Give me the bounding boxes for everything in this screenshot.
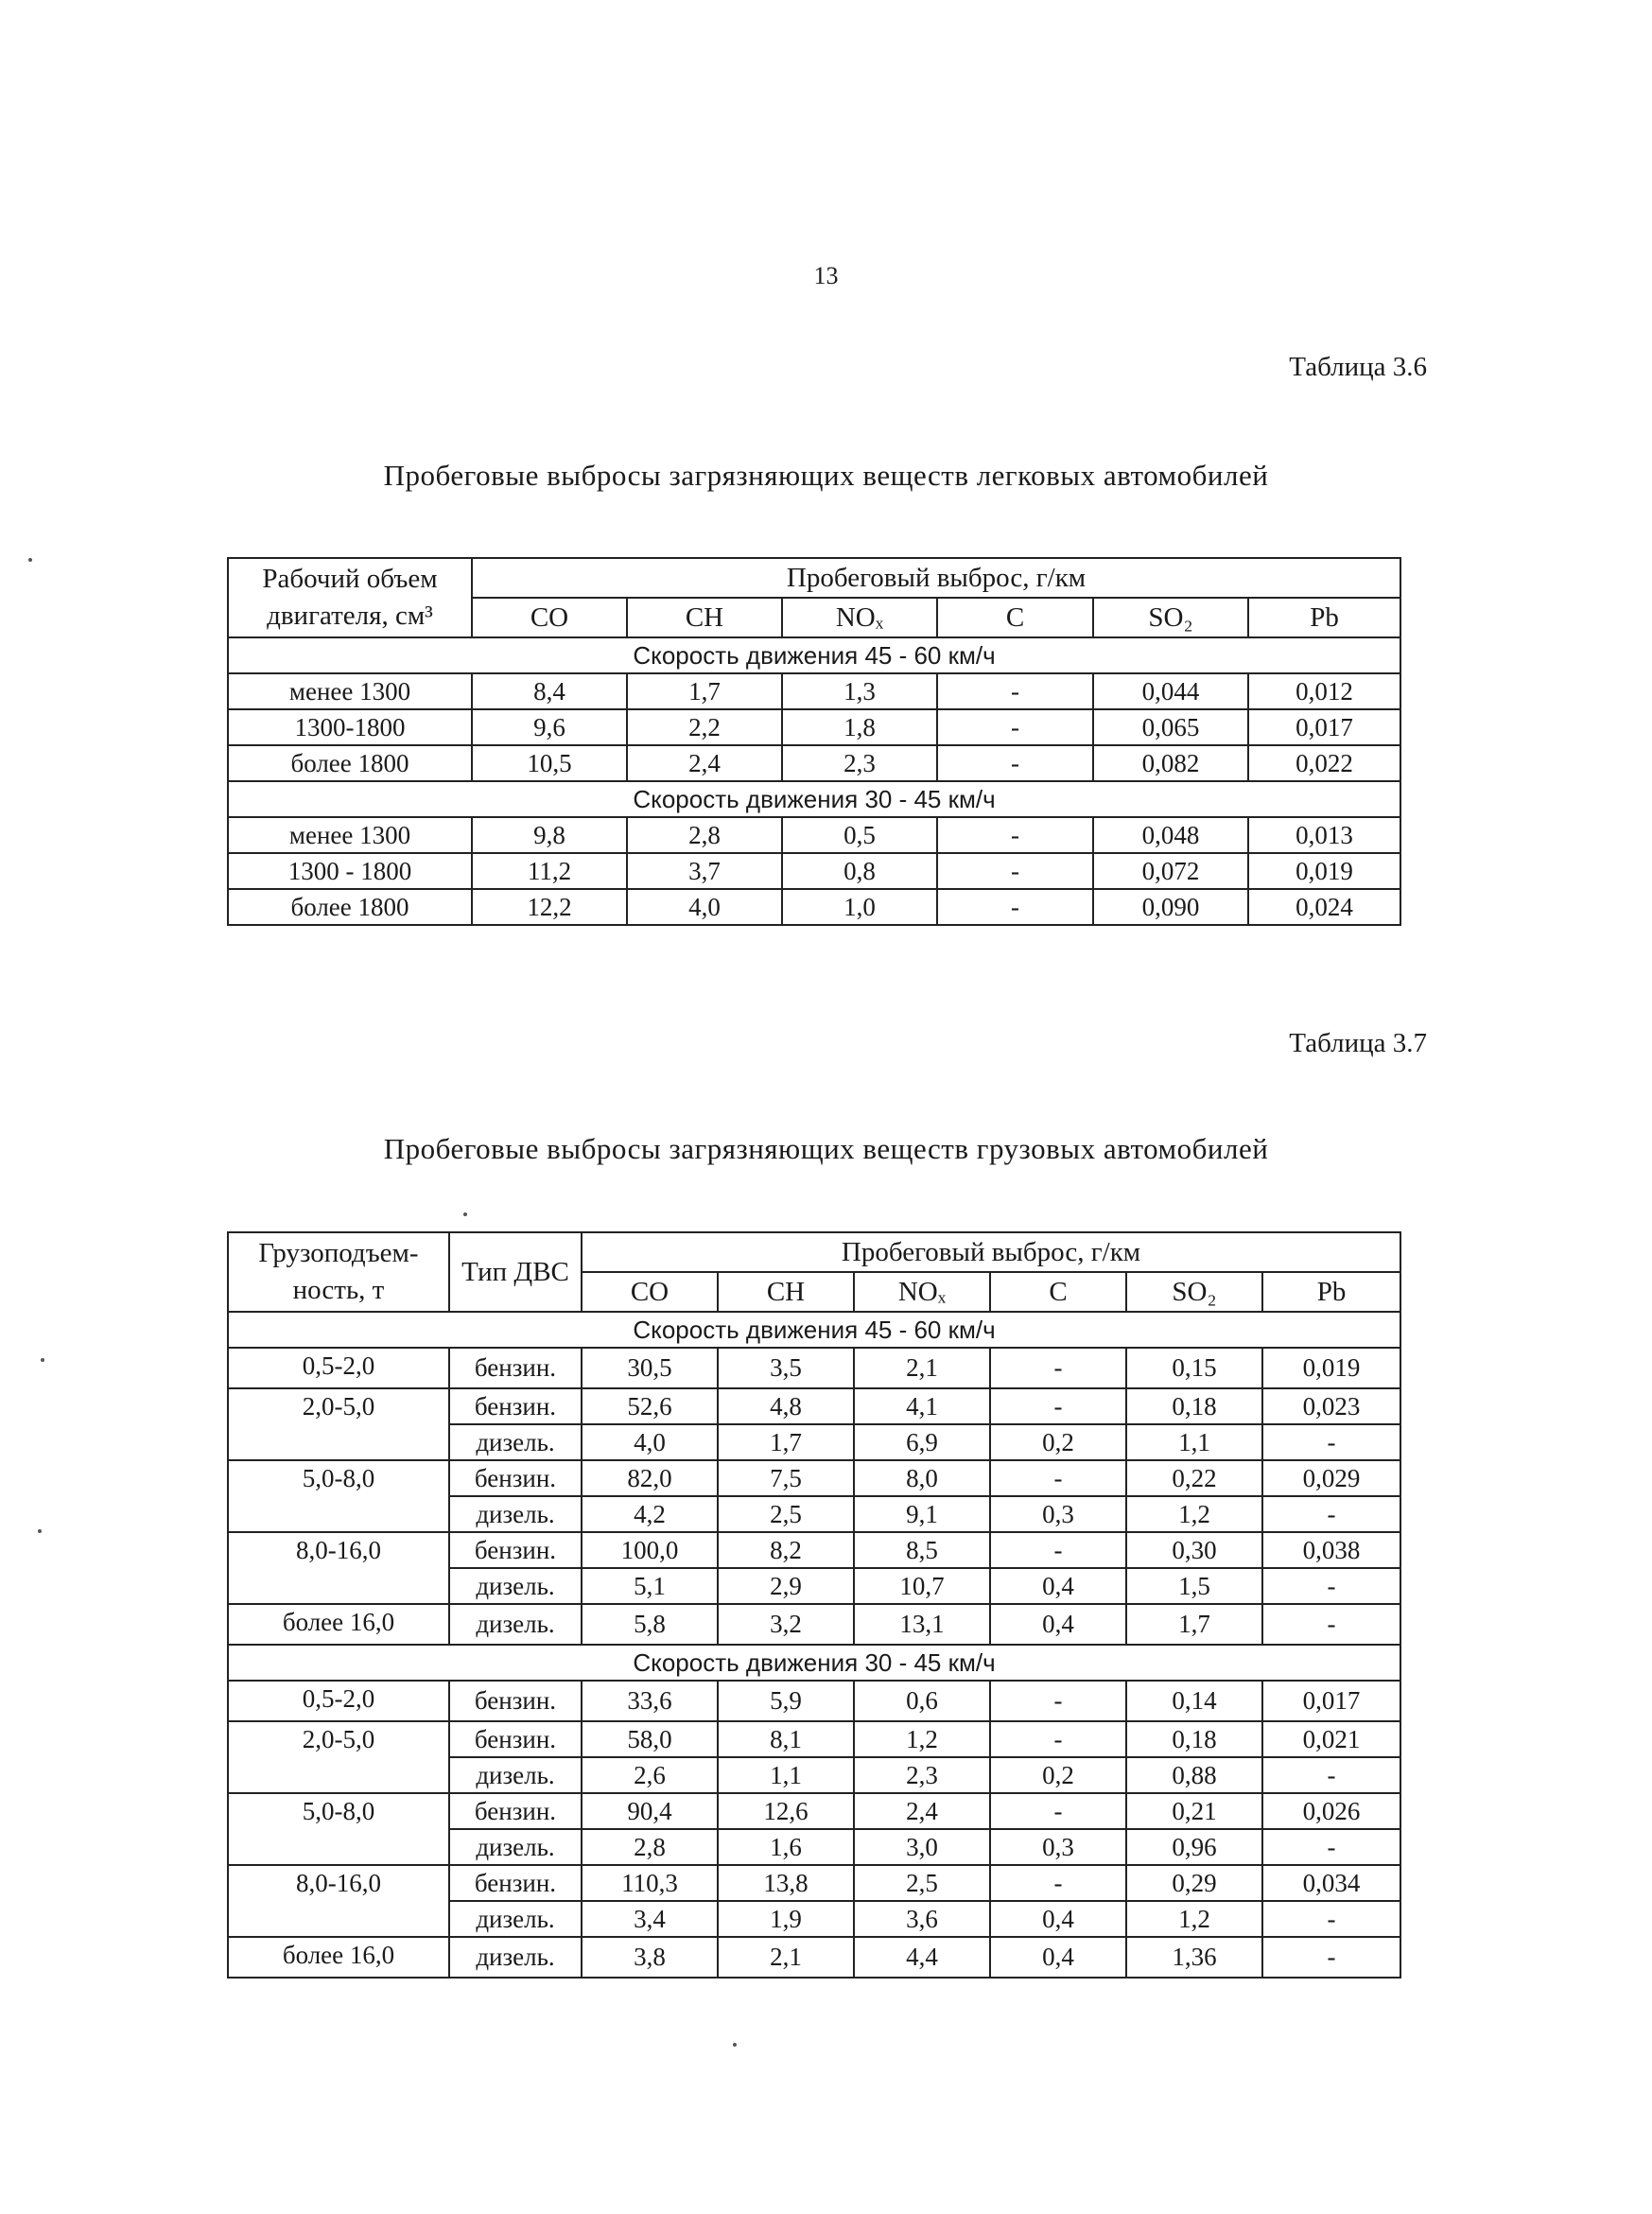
value-cell: 0,022: [1248, 745, 1400, 781]
value-cell: 4,2: [582, 1496, 718, 1532]
capacity-cell: 8,0-16,0: [228, 1532, 449, 1604]
row-header-cell: Грузоподъем-ность, т: [228, 1232, 449, 1312]
scan-speck: [28, 558, 32, 562]
value-cell: 0,18: [1126, 1721, 1262, 1757]
value-cell: 1,2: [854, 1721, 990, 1757]
value-cell: 2,1: [854, 1348, 990, 1388]
value-cell: 1,7: [627, 673, 782, 709]
value-cell: 90,4: [582, 1793, 718, 1829]
value-cell: 1,2: [1126, 1901, 1262, 1937]
capacity-cell: 2,0-5,0: [228, 1721, 449, 1793]
value-cell: 0,4: [990, 1937, 1126, 1978]
value-cell: 2,8: [582, 1829, 718, 1865]
value-cell: 52,6: [582, 1388, 718, 1424]
table-row: [228, 1348, 1400, 1388]
value-cell: 10,5: [472, 745, 627, 781]
value-cell: 8,5: [854, 1532, 990, 1568]
engine-type-cell: бензин.: [449, 1388, 582, 1424]
section-row: [228, 1645, 1400, 1681]
value-cell: 0,065: [1093, 709, 1248, 745]
section-row: [228, 1312, 1400, 1348]
page-number: 13: [813, 262, 839, 289]
value-cell: -: [937, 673, 1093, 709]
value-cell: 0,072: [1093, 853, 1248, 889]
value-cell: 0,88: [1126, 1757, 1262, 1793]
section-row: [228, 637, 1400, 673]
value-cell: 0,3: [990, 1829, 1126, 1865]
value-cell: 2,8: [627, 817, 782, 853]
value-cell: 1,1: [1126, 1424, 1262, 1460]
section-title-cell: Скорость движения 30 - 45 км/ч: [228, 781, 1400, 817]
engine-type-cell: бензин.: [449, 1793, 582, 1829]
capacity-cell: 8,0-16,0: [228, 1865, 449, 1937]
group-header-cell: Пробеговый выброс, г/км: [582, 1232, 1400, 1272]
value-cell: -: [990, 1460, 1126, 1496]
value-cell: 8,4: [472, 673, 627, 709]
value-cell: 1,0: [782, 889, 937, 925]
value-cell: 13,8: [718, 1865, 854, 1901]
pollutant-header-cell: NOₓ: [782, 598, 937, 637]
value-cell: 6,9: [854, 1424, 990, 1460]
table-row: [228, 673, 1400, 709]
value-cell: 0,024: [1248, 889, 1400, 925]
value-cell: -: [990, 1681, 1126, 1721]
value-cell: 30,5: [582, 1348, 718, 1388]
value-cell: 3,7: [627, 853, 782, 889]
engine-volume-cell: более 1800: [228, 889, 472, 925]
value-cell: 5,1: [582, 1568, 718, 1604]
value-cell: 0,4: [990, 1604, 1126, 1645]
value-cell: 8,2: [718, 1532, 854, 1568]
header-row: [228, 558, 1400, 598]
scan-speck: [733, 2043, 737, 2047]
pollutant-header-cell: CO: [582, 1272, 718, 1312]
value-cell: 0,012: [1248, 673, 1400, 709]
value-cell: 0,2: [990, 1757, 1126, 1793]
value-cell: 3,6: [854, 1901, 990, 1937]
capacity-cell: более 16,0: [228, 1604, 449, 1645]
value-cell: 3,2: [718, 1604, 854, 1645]
value-cell: 3,0: [854, 1829, 990, 1865]
value-cell: 0,029: [1262, 1460, 1400, 1496]
value-cell: 1,8: [782, 709, 937, 745]
table-row: [228, 1681, 1400, 1721]
engine-volume-cell: менее 1300: [228, 817, 472, 853]
value-cell: 0,22: [1126, 1460, 1262, 1496]
table-row: [228, 1388, 1400, 1424]
value-cell: 1,2: [1126, 1496, 1262, 1532]
pollutant-header-cell: CO: [472, 598, 627, 637]
section-title-cell: Скорость движения 30 - 45 км/ч: [228, 1645, 1400, 1681]
value-cell: 5,9: [718, 1681, 854, 1721]
value-cell: -: [1262, 1757, 1400, 1793]
value-cell: 1,9: [718, 1901, 854, 1937]
value-cell: 2,1: [718, 1937, 854, 1978]
value-cell: 9,1: [854, 1496, 990, 1532]
table-row: [228, 1532, 1400, 1568]
value-cell: 0,019: [1262, 1348, 1400, 1388]
value-cell: 4,4: [854, 1937, 990, 1978]
value-cell: 4,1: [854, 1388, 990, 1424]
value-cell: -: [937, 889, 1093, 925]
value-cell: -: [1262, 1568, 1400, 1604]
pollutant-header-cell: SO₂: [1126, 1272, 1262, 1312]
engine-type-cell: дизель.: [449, 1937, 582, 1978]
scan-speck: [463, 1212, 467, 1216]
value-cell: 100,0: [582, 1532, 718, 1568]
pollutant-header-cell: C: [937, 598, 1093, 637]
engine-volume-cell: менее 1300: [228, 673, 472, 709]
value-cell: 1,7: [718, 1424, 854, 1460]
value-cell: -: [990, 1865, 1126, 1901]
truck-emissions-table: [227, 1231, 1401, 1979]
section-title-cell: Скорость движения 45 - 60 км/ч: [228, 1312, 1400, 1348]
engine-type-cell: дизель.: [449, 1901, 582, 1937]
scan-speck: [38, 1529, 42, 1533]
value-cell: 0,019: [1248, 853, 1400, 889]
value-cell: 0,044: [1093, 673, 1248, 709]
pollutant-header-cell: SO₂: [1093, 598, 1248, 637]
value-cell: 12,2: [472, 889, 627, 925]
engine-volume-cell: 1300-1800: [228, 709, 472, 745]
value-cell: 2,6: [582, 1757, 718, 1793]
engine-type-cell: дизель.: [449, 1757, 582, 1793]
value-cell: -: [990, 1388, 1126, 1424]
value-cell: 8,0: [854, 1460, 990, 1496]
value-cell: 0,048: [1093, 817, 1248, 853]
pollutant-header-cell: Pb: [1248, 598, 1400, 637]
group-header-cell: Пробеговый выброс, г/км: [472, 558, 1400, 598]
value-cell: 0,21: [1126, 1793, 1262, 1829]
capacity-cell: 0,5-2,0: [228, 1681, 449, 1721]
table-title: Пробеговые выбросы загрязняющих веществ легковых автомобилей: [383, 459, 1269, 492]
value-cell: 7,5: [718, 1460, 854, 1496]
engine-volume-cell: 1300 - 1800: [228, 853, 472, 889]
value-cell: 0,8: [782, 853, 937, 889]
engine-type-cell: дизель.: [449, 1829, 582, 1865]
value-cell: 1,6: [718, 1829, 854, 1865]
value-cell: 82,0: [582, 1460, 718, 1496]
value-cell: 3,4: [582, 1901, 718, 1937]
value-cell: 3,8: [582, 1937, 718, 1978]
value-cell: 2,4: [854, 1793, 990, 1829]
value-cell: -: [937, 853, 1093, 889]
table-row: [228, 853, 1400, 889]
section-row: [228, 781, 1400, 817]
value-cell: 0,4: [990, 1568, 1126, 1604]
value-cell: -: [1262, 1496, 1400, 1532]
value-cell: 0,6: [854, 1681, 990, 1721]
engine-type-cell: бензин.: [449, 1532, 582, 1568]
table-row: [228, 1793, 1400, 1829]
value-cell: 0,017: [1262, 1681, 1400, 1721]
pollutant-header-cell: C: [990, 1272, 1126, 1312]
value-cell: 0,038: [1262, 1532, 1400, 1568]
capacity-cell: 0,5-2,0: [228, 1348, 449, 1388]
table-row: [228, 1721, 1400, 1757]
value-cell: 0,023: [1262, 1388, 1400, 1424]
value-cell: 0,017: [1248, 709, 1400, 745]
value-cell: 0,14: [1126, 1681, 1262, 1721]
value-cell: 1,1: [718, 1757, 854, 1793]
value-cell: 9,8: [472, 817, 627, 853]
value-cell: 0,3: [990, 1496, 1126, 1532]
value-cell: -: [990, 1721, 1126, 1757]
table-row: [228, 889, 1400, 925]
value-cell: -: [1262, 1901, 1400, 1937]
table-row: [228, 1865, 1400, 1901]
value-cell: 0,29: [1126, 1865, 1262, 1901]
engine-type-cell: бензин.: [449, 1721, 582, 1757]
header-row: [228, 1232, 1400, 1272]
value-cell: 10,7: [854, 1568, 990, 1604]
value-cell: 0,090: [1093, 889, 1248, 925]
value-cell: 1,7: [1126, 1604, 1262, 1645]
value-cell: 110,3: [582, 1865, 718, 1901]
value-cell: 12,6: [718, 1793, 854, 1829]
engine-type-cell: дизель.: [449, 1604, 582, 1645]
table-row: [228, 709, 1400, 745]
value-cell: -: [1262, 1424, 1400, 1460]
value-cell: -: [990, 1793, 1126, 1829]
engine-type-cell: бензин.: [449, 1348, 582, 1388]
value-cell: 0,021: [1262, 1721, 1400, 1757]
type-header-cell: Тип ДВС: [449, 1232, 582, 1312]
row-header-cell: Рабочий объем двигателя, см³: [228, 558, 472, 637]
value-cell: 0,082: [1093, 745, 1248, 781]
value-cell: 13,1: [854, 1604, 990, 1645]
value-cell: -: [937, 745, 1093, 781]
table-caption: Таблица 3.6: [1289, 352, 1427, 382]
table-title: Пробеговые выбросы загрязняющих веществ грузовых автомобилей: [383, 1132, 1269, 1165]
value-cell: -: [990, 1348, 1126, 1388]
value-cell: 1,5: [1126, 1568, 1262, 1604]
value-cell: 0,96: [1126, 1829, 1262, 1865]
value-cell: 5,8: [582, 1604, 718, 1645]
capacity-cell: 2,0-5,0: [228, 1388, 449, 1460]
value-cell: -: [1262, 1829, 1400, 1865]
capacity-cell: 5,0-8,0: [228, 1460, 449, 1532]
value-cell: 4,8: [718, 1388, 854, 1424]
engine-type-cell: дизель.: [449, 1568, 582, 1604]
table-row: [228, 745, 1400, 781]
engine-volume-cell: более 1800: [228, 745, 472, 781]
value-cell: 2,3: [782, 745, 937, 781]
table-row: [228, 1460, 1400, 1496]
value-cell: -: [1262, 1937, 1400, 1978]
value-cell: -: [990, 1532, 1126, 1568]
value-cell: 9,6: [472, 709, 627, 745]
pollutant-header-cell: CH: [627, 598, 782, 637]
value-cell: 0,2: [990, 1424, 1126, 1460]
table-row: [228, 817, 1400, 853]
value-cell: 0,30: [1126, 1532, 1262, 1568]
value-cell: 4,0: [582, 1424, 718, 1460]
value-cell: 4,0: [627, 889, 782, 925]
value-cell: 2,4: [627, 745, 782, 781]
value-cell: 2,9: [718, 1568, 854, 1604]
value-cell: 11,2: [472, 853, 627, 889]
value-cell: 1,36: [1126, 1937, 1262, 1978]
engine-type-cell: бензин.: [449, 1681, 582, 1721]
value-cell: 0,5: [782, 817, 937, 853]
value-cell: 1,3: [782, 673, 937, 709]
value-cell: 0,034: [1262, 1865, 1400, 1901]
value-cell: 0,013: [1248, 817, 1400, 853]
table-row: [228, 1604, 1400, 1645]
pollutant-header-cell: Pb: [1262, 1272, 1400, 1312]
value-cell: 8,1: [718, 1721, 854, 1757]
value-cell: 2,3: [854, 1757, 990, 1793]
value-cell: -: [937, 709, 1093, 745]
pollutant-header-cell: CH: [718, 1272, 854, 1312]
value-cell: -: [1262, 1604, 1400, 1645]
value-cell: 0,4: [990, 1901, 1126, 1937]
table-row: [228, 1937, 1400, 1978]
value-cell: 58,0: [582, 1721, 718, 1757]
value-cell: 2,5: [718, 1496, 854, 1532]
engine-type-cell: дизель.: [449, 1496, 582, 1532]
value-cell: 3,5: [718, 1348, 854, 1388]
engine-type-cell: бензин.: [449, 1865, 582, 1901]
capacity-cell: 5,0-8,0: [228, 1793, 449, 1865]
value-cell: 33,6: [582, 1681, 718, 1721]
table-caption: Таблица 3.7: [1289, 1028, 1427, 1058]
pollutant-header-cell: NOₓ: [854, 1272, 990, 1312]
value-cell: 2,2: [627, 709, 782, 745]
section-title-cell: Скорость движения 45 - 60 км/ч: [228, 637, 1400, 673]
engine-type-cell: бензин.: [449, 1460, 582, 1496]
value-cell: -: [937, 817, 1093, 853]
value-cell: 0,15: [1126, 1348, 1262, 1388]
value-cell: 0,18: [1126, 1388, 1262, 1424]
engine-type-cell: дизель.: [449, 1424, 582, 1460]
value-cell: 0,026: [1262, 1793, 1400, 1829]
passenger-car-emissions-table: [227, 557, 1401, 926]
scan-speck: [41, 1358, 44, 1362]
capacity-cell: более 16,0: [228, 1937, 449, 1978]
value-cell: 2,5: [854, 1865, 990, 1901]
